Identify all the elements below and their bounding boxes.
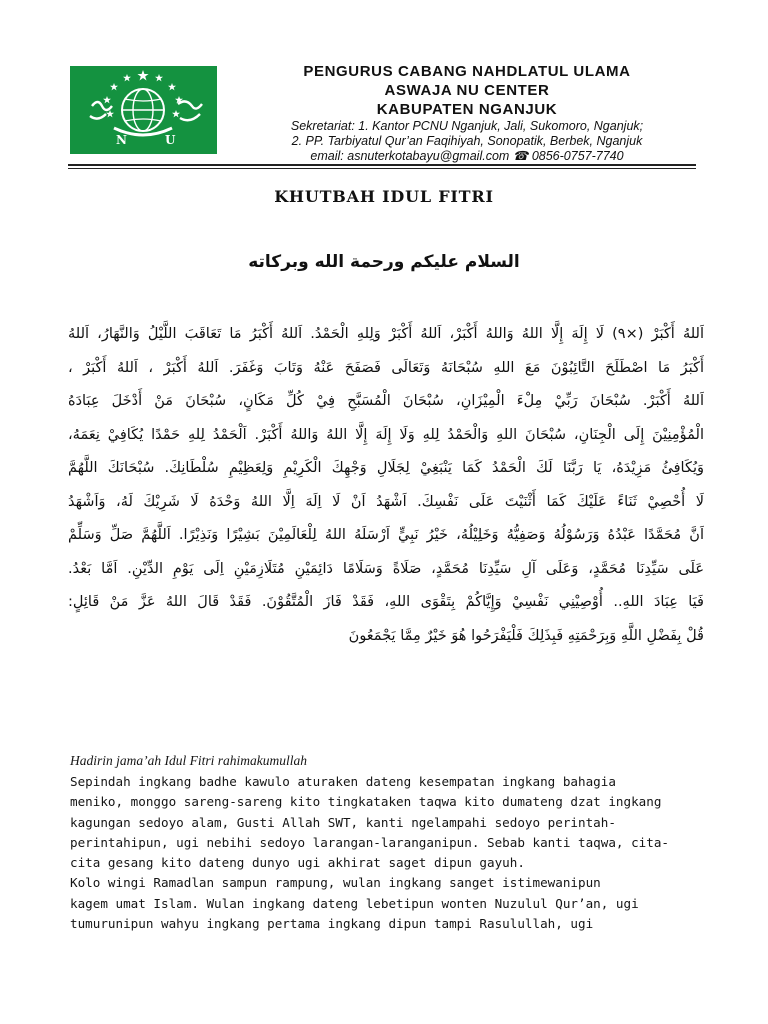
org-region: KABUPATEN NGANJUK <box>376 101 558 118</box>
arabic-quran-verse: قُلْ بِفَضْلِ اللَّهِ وَبِرَحْمَتِهِ فَبِذَلِكَ فَلْيَفْرَحُوا هُوَ خَيْرٌ مِمَّا يَجْمَعُونَ <box>348 627 704 644</box>
address-line-1: Sekretariat: 1. Kantor PCNU Nganjuk, Jali, Sukomoro, Nganjuk; <box>290 119 644 133</box>
sermon-body <box>70 752 710 934</box>
arabic-line: اَنَّ مُحَمَّدًا عَبْدُهُ وَرَسُوْلُهُ وَصَفِيُّهُ وَخَلِيْلُهُ، خَيْرُ نَبِيٍّ اَرْسَلَهُ اللهُ لِلْعَالَمِيْنَ بَشِيْرًا وَنَذِيْرًا. اَللَّهُمَّ صَلِّ وَسَلِّمْ <box>68 527 704 543</box>
body-line: perintahipun, ugi nebihi sedoyo larangan-laranganipun. Sebab kanti taqwa, cita- <box>70 834 669 850</box>
arabic-line: أَكْبَرُ مَا اصْطَلَحَ التَّائِبُوْنَ مَعَ اللهِ سُبْحَانَهُ وَتَعَالَى فَصَفَحَ عَنْهُ وَتَابَ وَغَفَرَ. اَللهُ أَكْبَرْ ، اَللهُ أَكْبَرْ ، <box>68 359 704 376</box>
arabic-line: عَلَى سَيِّدِنَا مُحَمَّدٍ، وَعَلَى آلِ سَيِّدِنَا مُحَمَّدٍ، صَلَاةً وَسَلَامًا دَائِمَيْنِ مُتَلَازِمَيْنِ اِلَى يَوْمِ الدِّيْنِ. اَمَّا بَعْدُ. <box>68 560 704 577</box>
nu-logo <box>70 66 217 154</box>
contact-line: email: asnuterkotabayu@gmail.com ☎ 0856-0757-7740 <box>310 149 624 163</box>
arabic-line: اَللهُ أَكْبَرْ (×٩) لَا إِلَهَ إِلَّا اللهُ وَاللهُ أَكْبَرْ، اَللهُ أَكْبَرْ وَلِلهِ الْحَمْدُ. اَللهُ أَكْبَرُ مَا تَعَاقَبَ اللَّيْلُ وَالنَّهَارُ، اَللهُ <box>68 326 704 342</box>
logo-letter-u: U <box>165 133 176 147</box>
letterhead-divider-thick <box>68 164 696 166</box>
address-line-2: 2. PP. Tarbiyatul Qur’an Faqihiyah, Sonopatik, Berbek, Nganjuk <box>291 134 643 148</box>
body-line: cita gesang kito dateng dunyo ugi akhirat saget dipun gayuh. <box>70 855 525 871</box>
body-line: kagem umat Islam. Wulan ingkang dateng lebetipun wonten Nuzulul Qur’an, ugi <box>70 895 639 911</box>
arabic-line: لَا أُحْصِيْ ثَنَاءً عَلَيْكَ كَمَا أَثْنَيْتَ عَلَى نَفْسِكَ. اَشْهَدُ اَنْ لَا اِلَهَ اِلَّا اللهُ وَحْدَهُ لَا شَرِيْكَ لَهُ، وَاَشْهَدُ <box>68 493 704 510</box>
salam-greeting: السلام عليكم ورحمة الله وبركاته <box>248 252 520 272</box>
org-name: PENGURUS CABANG NAHDLATUL ULAMA <box>303 63 631 80</box>
logo-letter-n: N <box>116 133 127 147</box>
arabic-opening <box>68 318 704 653</box>
body-line: Kolo wingi Ramadlan sampun rampung, wulan ingkang sanget istimewanipun <box>70 875 601 891</box>
body-line: kagungan sedoyo alam, Gusti Allah SWT, kanti ngelampahi sedoyo perintah- <box>70 814 616 830</box>
letterhead-divider-thin <box>68 168 696 169</box>
document-title: KHUTBAH IDUL FITRI <box>274 187 494 206</box>
nahdlatul-ulama-globe-icon <box>70 66 217 154</box>
arabic-line: الْمُؤْمِنِيْنَ إِلَى الْجِنَانِ، سُبْحَانَ اللهِ وَالْحَمْدُ لِلهِ وَلَا إِلَهَ إِلَّا اللهُ وَاللهُ أَكْبَرْ. اَلْحَمْدُ لِلهِ حَمْدًا يُكَافِيْ نِعَمَهُ، <box>68 426 704 443</box>
org-unit: ASWAJA NU CENTER <box>384 82 550 99</box>
arabic-line: وَيُكَافِئُ مَزِيْدَهُ، يَا رَبَّنَا لَكَ الْحَمْدُ كَمَا يَنْبَغِيْ لِجَلَالِ وَجْهِكَ الْكَرِيْمِ وَلِعَظِيْمِ سُلْطَانِكَ. سُبْحَانَكَ اللَّهُمَّ <box>68 460 704 476</box>
body-line: meniko, monggo sareng-sareng kito tingkataken taqwa kito dumateng dzat ingkang <box>70 794 662 810</box>
body-line: Sepindah ingkang badhe kawulo aturaken dateng kesempatan ingkang bahagia <box>70 774 616 789</box>
arabic-line: فَيَا عِبَادَ اللهِ.. أُوْصِيْنِي نَفْسِيْ وَإِيَّاكُمْ بِتَقْوَى اللهِ، فَقَدْ فَازَ الْمُتَّقُوْنَ. فَقَدْ قَالَ اللهُ عَزَّ مَنْ قَائِلٍ: <box>68 594 704 610</box>
audience-greeting: Hadirin jama’ah Idul Fitri rahimakumullah <box>70 753 307 768</box>
arabic-line: اَللهُ أَكْبَرْ. سُبْحَانَ رَبِّيْ مِلْءَ الْمِيْزَانِ، سُبْحَانَ الْمُسَبَّحِ فِيْ كُلِّ مَكَانٍ، سُبْحَانَ مَنْ أَدْخَلَ عِبَادَهُ <box>68 393 704 409</box>
letterhead <box>232 62 702 164</box>
body-line: tumurunipun wahyu ingkang pertama ingkang dipun tampi Rasulullah, ugi <box>70 916 594 932</box>
